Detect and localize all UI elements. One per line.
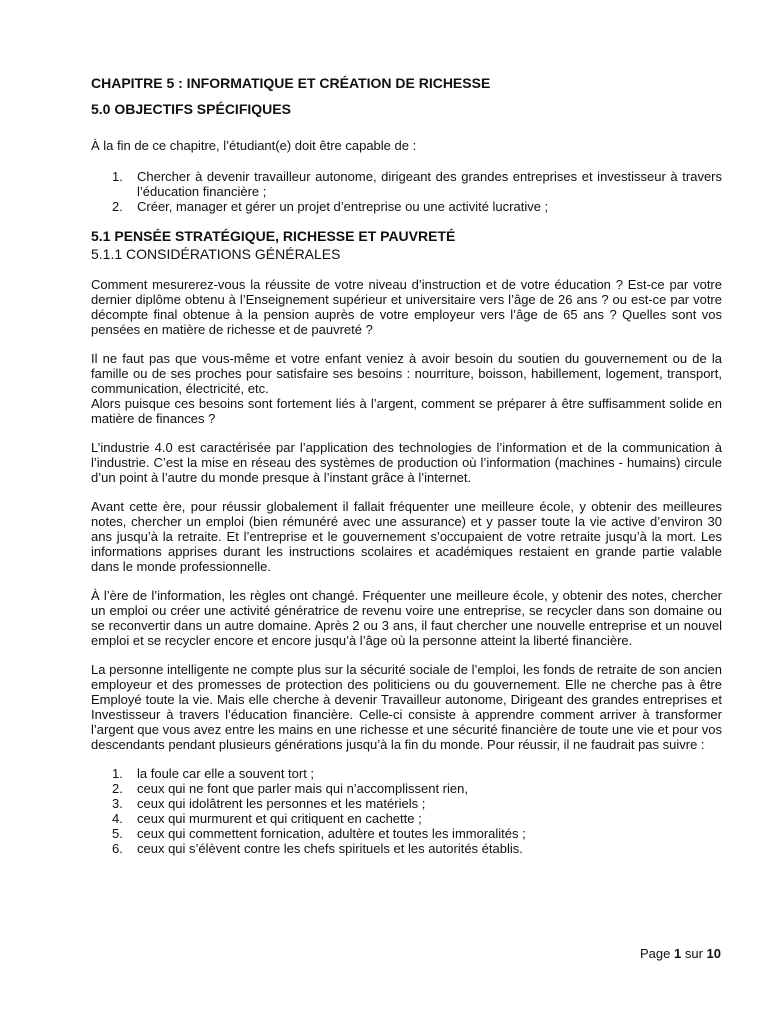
paragraph: Comment mesurerez-vous la réussite de votre niveau d’instruction et de votre éducation ? Est-ce par votre dernier diplôme obtenu à l’Enseignement supérieur et universitaire vers l’âge de 26 ans ? ou est-ce par votre décompte final obtenue à la pension auprès de votre employeur vers l’âge de 65 ans ? Quelles sont vos pensées en matière de richesse et de pauvreté ?	[91, 277, 722, 337]
paragraph: Il ne faut pas que vous-même et votre enfant veniez à avoir besoin du soutien du gouvernement ou de la famille ou de ses proches pour satisfaire ses besoins : nourriture, boisson, habillement, logement, transport, communication, électricité, etc.	[91, 351, 722, 396]
list-item-number: 4.	[112, 811, 123, 826]
paragraph: L’industrie 4.0 est caractérisée par l’application des technologies de l’information et de la communication à l’industrie. C’est la mise en réseau des systèmes de production où l’information (machines - humains) circule d’un point à l’autre du monde presque à l’instant grâce à l’internet.	[91, 440, 722, 485]
list-item-number: 1.	[112, 169, 123, 184]
list-item-number: 3.	[112, 796, 123, 811]
page-number-footer	[640, 946, 721, 961]
list-item-text: la foule car elle a souvent tort ;	[137, 766, 315, 781]
paragraph: Alors puisque ces besoins sont fortement liés à l’argent, comment se préparer à être suffisamment solide en matière de finances ?	[91, 396, 722, 426]
paragraph: Avant cette ère, pour réussir globalement il fallait fréquenter une meilleure école, y obtenir des meilleures notes, chercher un emploi (bien rémunéré avec une assurance) et y passer toute la vie active d’environ 30 ans jusqu’à la retraite. Et l’entreprise et le gouvernement s’occupaient de votre retraite jusqu’à la mort. Les informations apprises durant les instructions scolaires et académiques restaient en grande partie valable dans le monde professionnelle.	[91, 499, 722, 574]
list-item-text: ceux qui ne font que parler mais qui n’accomplissent rien,	[137, 781, 468, 796]
list-item-text: ceux qui s’élèvent contre les chefs spirituels et les autorités établis.	[137, 841, 523, 856]
page-word: Page	[639, 946, 671, 961]
list-item-number: 1.	[112, 766, 123, 781]
paragraph: À l’ère de l’information, les règles ont changé. Fréquenter une meilleure école, y obtenir des notes, chercher un emploi ou créer une activité génératrice de revenu voire une entreprise, se recycler dans son domaine ou se reconvertir dans un autre domaine. Après 2 ou 3 ans, il faut chercher une nouvelle entreprise et un nouvel emploi et se recycler encore et encore jusqu’à l’âge où la personne atteint la liberté financière.	[91, 588, 722, 648]
sur-word: sur	[684, 946, 703, 961]
total-pages-number: 10	[706, 946, 721, 961]
list-item	[91, 811, 722, 826]
list-item-text: ceux qui idolâtrent les personnes et les matériels ;	[137, 796, 426, 811]
list-item-number: 6.	[112, 841, 123, 856]
document-page	[91, 74, 722, 856]
list-item-number: 5.	[112, 826, 123, 841]
list-item-text: ceux qui commettent fornication, adultère et toutes les immoralités ;	[137, 826, 526, 841]
rules-list	[91, 766, 722, 856]
list-item-number: 2.	[112, 781, 123, 796]
list-item-text: ceux qui murmurent et qui critiquent en cachette ;	[137, 811, 422, 826]
list-item	[91, 781, 722, 796]
list-item-text: Chercher à devenir travailleur autonome, dirigeant des grandes entreprises et investisseur à travers l’éducation financière ;	[137, 169, 722, 199]
paragraph: La personne intelligente ne compte plus sur la sécurité sociale de l’emploi, les fonds de retraite de son ancien employeur et des promesses de protection des politiciens ou du gouvernement. Elle ne cherche pas à être Employé toute la vie. Mais elle cherche à devenir Travailleur autonome, Dirigeant des grandes entreprises et Investisseur à travers l’éducation financière. Celle-ci consiste à apprendre comment arriver à transformer l’argent que vous avez entre les mains en une richesse et une sécurité financière de toute une vie et pour vos descendants pendant plusieurs générations jusqu’à la fin du monde. Pour réussir, il ne faudrait pas suivre :	[91, 662, 722, 752]
list-item	[91, 766, 722, 781]
list-item	[91, 199, 722, 214]
list-item	[91, 796, 722, 811]
list-item	[91, 169, 722, 199]
list-item	[91, 826, 722, 841]
list-item-text: Créer, manager et gérer un projet d’entreprise ou une activité lucrative ;	[137, 199, 549, 214]
objectives-intro: À la fin de ce chapitre, l’étudiant(e) doit être capable de :	[91, 138, 417, 153]
strategy-heading: 5.1 PENSÉE STRATÉGIQUE, RICHESSE ET PAUVRETÉ	[91, 228, 456, 244]
list-item	[91, 841, 722, 856]
strategy-subheading: 5.1.1 CONSIDÉRATIONS GÉNÉRALES	[91, 246, 341, 262]
chapter-title: CHAPITRE 5 : INFORMATIQUE ET CRÉATION DE RICHESSE	[91, 75, 491, 91]
objectives-heading: 5.0 OBJECTIFS SPÉCIFIQUES	[91, 101, 291, 117]
list-item-number: 2.	[112, 199, 123, 214]
current-page-number: 1	[673, 946, 682, 961]
objectives-list	[91, 169, 722, 214]
